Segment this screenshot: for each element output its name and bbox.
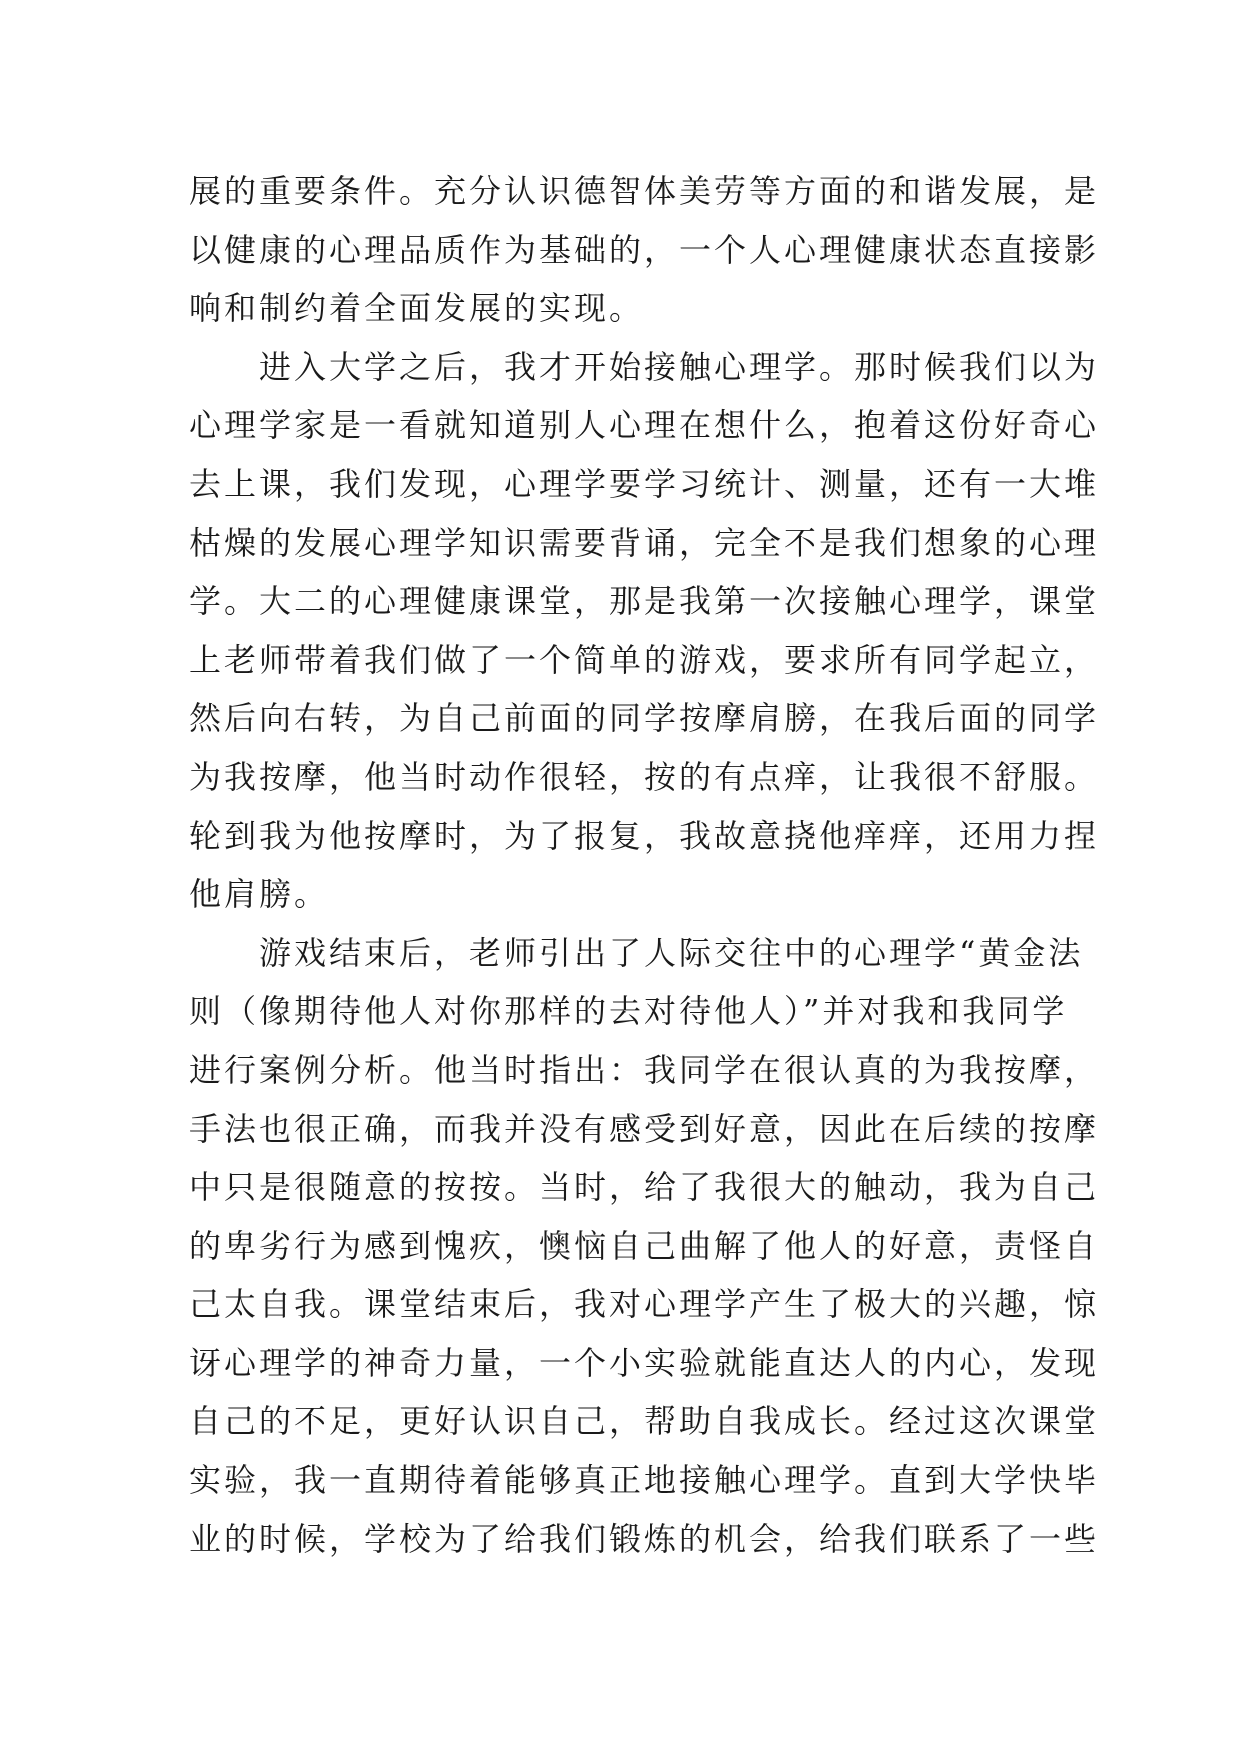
text-line: 业的时候，学校为了给我们锻炼的机会，给我们联系了一些 — [189, 1519, 1100, 1558]
paragraph-1 — [189, 162, 1100, 338]
text-line: 己太自我。课堂结束后，我对心理学产生了极大的兴趣，惊 — [189, 1285, 1100, 1324]
text-line: 去上课，我们发现，心理学要学习统计、测量，还有一大堆 — [189, 464, 1100, 503]
text-line: 进行案例分析。他当时指出：我同学在很认真的为我按摩， — [189, 1050, 1100, 1089]
text-line: 则（像期待他人对你那样的去对待他人）”并对我和我同学 — [189, 992, 1068, 1031]
text-line: 他肩膀。 — [189, 875, 330, 914]
text-line: 的卑劣行为感到愧疚，懊恼自己曲解了他人的好意，责怪自 — [189, 1226, 1100, 1265]
text-line: 学。大二的心理健康课堂，那是我第一次接触心理学，课堂 — [189, 582, 1100, 621]
paragraph-2 — [189, 338, 1100, 924]
text-line: 响和制约着全面发展的实现。 — [189, 289, 645, 328]
text-line: 进入大学之后，我才开始接触心理学。那时候我们以为 — [259, 347, 1100, 386]
text-line: 枯燥的发展心理学知识需要背诵，完全不是我们想象的心理 — [189, 523, 1100, 562]
text-line: 自己的不足，更好认识自己，帮助自我成长。经过这次课堂 — [189, 1402, 1100, 1441]
paragraph-3 — [189, 924, 1100, 1569]
text-line: 为我按摩，他当时动作很轻，按的有点痒，让我很不舒服。 — [189, 757, 1100, 796]
text-line: 中只是很随意的按按。当时，给了我很大的触动，我为自己 — [189, 1168, 1100, 1207]
text-line: 上老师带着我们做了一个简单的游戏，要求所有同学起立， — [189, 640, 1100, 679]
text-line: 实验，我一直期待着能够真正地接触心理学。直到大学快毕 — [189, 1461, 1100, 1500]
text-line: 心理学家是一看就知道别人心理在想什么，抱着这份好奇心 — [189, 406, 1100, 445]
text-line: 讶心理学的神奇力量，一个小实验就能直达人的内心，发现 — [189, 1343, 1100, 1382]
text-line: 展的重要条件。充分认识德智体美劳等方面的和谐发展，是 — [189, 172, 1100, 210]
text-line: 轮到我为他按摩时，为了报复，我故意挠他痒痒，还用力捏 — [189, 816, 1100, 855]
text-line: 以健康的心理品质作为基础的，一个人心理健康状态直接影 — [189, 230, 1100, 269]
text-line: 然后向右转，为自己前面的同学按摩肩膀，在我后面的同学 — [189, 699, 1100, 738]
body-text — [189, 162, 1100, 1568]
text-line: 手法也很正确，而我并没有感受到好意，因此在后续的按摩 — [189, 1109, 1100, 1148]
text-line: 游戏结束后，老师引出了人际交往中的心理学“黄金法 — [259, 933, 1084, 972]
